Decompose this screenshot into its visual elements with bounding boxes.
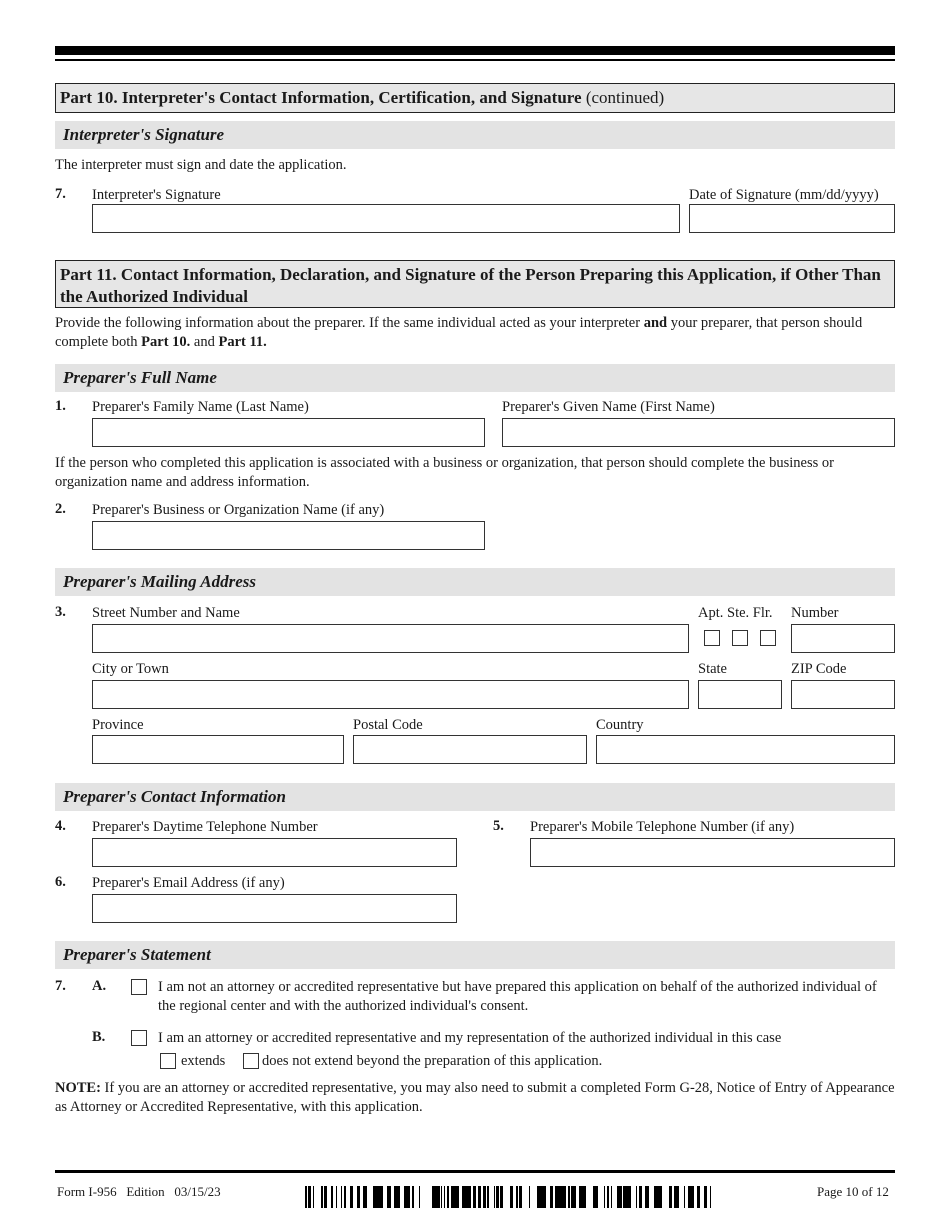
option-a-checkbox[interactable] [131, 979, 147, 995]
mobile-phone-label: Preparer's Mobile Telephone Number (if any) [530, 819, 795, 835]
email-label: Preparer's Email Address (if any) [92, 875, 285, 891]
barcode-image [305, 1186, 711, 1208]
apt-number-field[interactable] [791, 624, 895, 653]
state-field[interactable] [698, 680, 782, 709]
preparer-contact-section: Preparer's Contact Information [55, 783, 895, 811]
form-edition: Form I-956 Edition 03/15/23 [57, 1184, 221, 1199]
part10-header [55, 83, 895, 113]
interpreter-signature-field[interactable] [92, 204, 680, 233]
province-field[interactable] [92, 735, 344, 764]
option-b-checkbox[interactable] [131, 1030, 147, 1046]
apt-ste-flr-label: Apt. Ste. Flr. [698, 605, 773, 621]
zip-field[interactable] [791, 680, 895, 709]
family-name-field[interactable] [92, 418, 485, 447]
item-6-number: 6. [55, 874, 66, 890]
option-b-text: I am an attorney or accredited representative and my representation of the authorized individual in this case [158, 1030, 782, 1046]
page-number: Page 10 of 12 [817, 1184, 889, 1199]
date-of-signature-label: Date of Signature (mm/dd/yyyy) [689, 187, 879, 203]
preparer-full-name-section: Preparer's Full Name [55, 364, 895, 392]
country-field[interactable] [596, 735, 895, 764]
item-4-number: 4. [55, 818, 66, 834]
preparer-mailing-address-section: Preparer's Mailing Address [55, 568, 895, 596]
part10-title: Part 10. Interpreter's Contact Information, Certification, and Signature [60, 88, 582, 107]
option-b-letter: B. [92, 1029, 106, 1045]
item-2-number: 2. [55, 501, 66, 517]
mobile-phone-field[interactable] [530, 838, 895, 867]
intro-text-1: Provide the following information about the preparer. If the same individual acted as your interpreter [55, 315, 644, 331]
part10-continued: (continued) [581, 88, 665, 107]
business-note: If the person who completed this application is associated with a business or organization, that person should complete the business or organization name and address information. [55, 455, 834, 490]
ste-checkbox[interactable] [732, 630, 748, 646]
extends-label: extends [181, 1053, 226, 1069]
does-not-extend-checkbox[interactable] [243, 1053, 259, 1069]
province-label: Province [92, 717, 144, 733]
note-text: If you are an attorney or accredited representative, you may also need to submit a completed Form G-28, Notice of Entry of Appearance as Attorney or Accredited Representative, with this application. [55, 1080, 895, 1115]
apt-checkbox[interactable] [704, 630, 720, 646]
preparer-statement-section: Preparer's Statement [55, 941, 895, 969]
daytime-phone-label: Preparer's Daytime Telephone Number [92, 819, 318, 835]
interpreter-instruction: The interpreter must sign and date the application. [55, 157, 347, 173]
street-field[interactable] [92, 624, 689, 653]
top-rule-thin [55, 59, 895, 61]
city-label: City or Town [92, 661, 169, 677]
country-label: Country [596, 717, 644, 733]
part11-intro [55, 314, 895, 352]
given-name-field[interactable] [502, 418, 895, 447]
interpreter-signature-label: Interpreter's Signature [92, 187, 221, 203]
business-name-label: Preparer's Business or Organization Name (if any) [92, 502, 385, 518]
item-5-number: 5. [493, 818, 504, 834]
statement-item-7-number: 7. [55, 978, 66, 994]
part11-header: Part 11. Contact Information, Declaration, and Signature of the Person Preparing this Application, if Other Than the Authorized Individual [55, 260, 895, 308]
zip-label: ZIP Code [791, 661, 847, 677]
postal-code-label: Postal Code [353, 717, 423, 733]
extends-checkbox[interactable] [160, 1053, 176, 1069]
postal-code-field[interactable] [353, 735, 587, 764]
intro-text-2: your preparer, that person should complete both [55, 315, 863, 350]
street-label: Street Number and Name [92, 605, 240, 621]
intro-part11: Part 11. [218, 334, 267, 350]
intro-and: and [643, 315, 668, 331]
item-7-number: 7. [55, 186, 66, 202]
business-name-field[interactable] [92, 521, 485, 550]
top-rule-thick [55, 46, 895, 55]
note-paragraph [55, 1079, 895, 1117]
state-label: State [698, 661, 727, 677]
interpreter-signature-section: Interpreter's Signature [55, 121, 895, 149]
flr-checkbox[interactable] [760, 630, 776, 646]
given-name-label: Preparer's Given Name (First Name) [502, 399, 715, 415]
intro-part10: Part 10. [141, 334, 191, 350]
item-1-number: 1. [55, 398, 66, 414]
option-a-letter: A. [92, 978, 107, 994]
footer-rule [55, 1170, 895, 1173]
note-label: NOTE: [55, 1080, 101, 1096]
city-field[interactable] [92, 680, 689, 709]
email-field[interactable] [92, 894, 457, 923]
number-label: Number [791, 605, 839, 621]
intro-text-3: and [190, 334, 219, 350]
does-not-extend-label: does not extend beyond the preparation of this application. [262, 1053, 603, 1069]
item-3-number: 3. [55, 604, 66, 620]
daytime-phone-field[interactable] [92, 838, 457, 867]
option-a-text: I am not an attorney or accredited representative but have prepared this application on behalf of the authorized individual of the regional center and with the authorized individual's consent. [158, 979, 877, 1014]
family-name-label: Preparer's Family Name (Last Name) [92, 399, 309, 415]
date-of-signature-field[interactable] [689, 204, 895, 233]
